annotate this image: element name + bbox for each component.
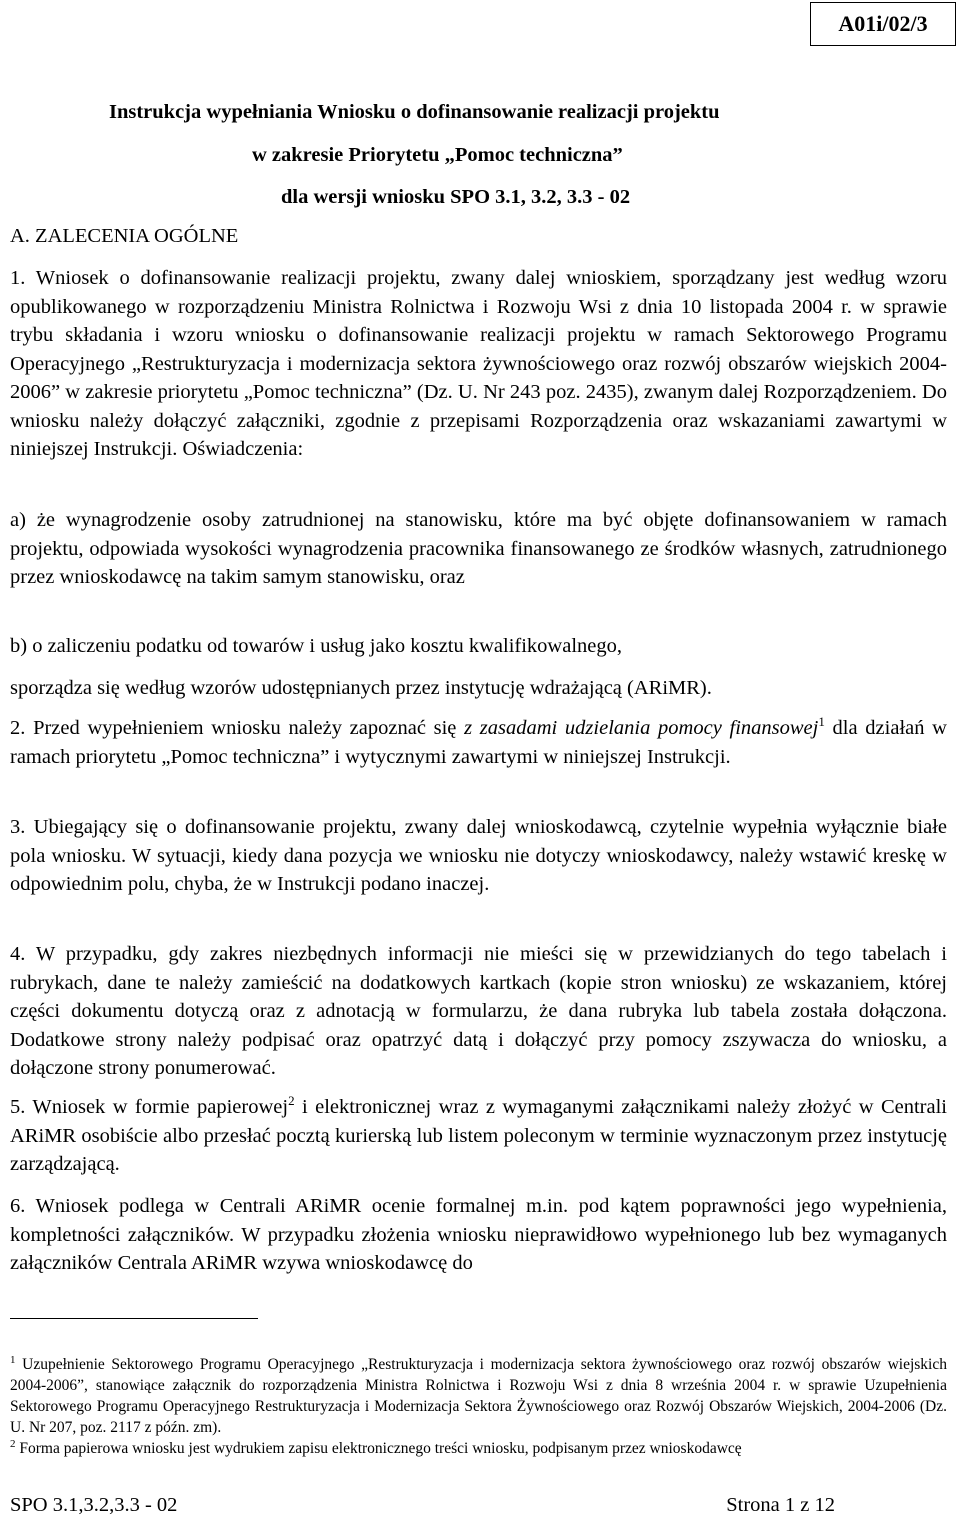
- paragraph-5: [10, 1093, 947, 1179]
- paragraph-6: [10, 1192, 947, 1278]
- footnote-2-number: 2: [10, 1437, 16, 1450]
- paragraph-5-start: 5. Wniosek w formie papierowej: [10, 1096, 289, 1118]
- paragraph-2: [10, 714, 947, 771]
- document-code-box: A01i/02/3: [810, 2, 956, 46]
- footnote-2: [10, 1438, 947, 1459]
- document-title-line-2: w zakresie Priorytetu „Pomoc techniczna”: [252, 144, 623, 166]
- paragraph-6-text: 6. Wniosek podlega w Centrali ARiMR ocenie formalnej m.in. pod kątem poprawności jego wypełnienia, kompletności załączników. W przypadku złożenia wniosku nieprawidłowo wypełnionego lub bez wymaganych załączników Centrala ARiMR wzywa wnioskodawcę do: [10, 1195, 947, 1274]
- paragraph-2-italic: z zasadami udzielania pomocy finansowej: [464, 717, 819, 739]
- paragraph-4-text: 4. W przypadku, gdy zakres niezbędnych informacji nie mieści się w przewidzianych do tego tabelach i rubrykach, dane te należy zamieścić na dodatkowych kartkach (kopie stron wniosku) ze wskazaniem, której części dokumentu dotyczą oraz z adnotacją w formularzu, że dana rubryka lub tabela została dołączona. Dodatkowe strony należy podpisać oraz opatrzyć datą i dołączyć przy pomocy zszywacza do wniosku, a dołączone strony ponumerować.: [10, 943, 947, 1079]
- footnotes: [10, 1354, 947, 1459]
- document-title-line-1: Instrukcja wypełniania Wniosku o dofinansowanie realizacji projektu: [109, 101, 720, 123]
- paragraph-b-text: b) o zaliczeniu podatku od towarów i usług jako kosztu kwalifikowalnego,: [10, 635, 623, 657]
- footnote-1-number: 1: [10, 1353, 16, 1366]
- paragraph-1: [10, 264, 947, 464]
- paragraph-3-text: 3. Ubiegający się o dofinansowanie projektu, zwany dalej wnioskodawcą, czytelnie wypełnia wyłącznie białe pola wniosku. W sytuacji, kiedy dana pozycja we wniosku nie dotyczy wnioskodawcy, należy wstawić kreskę w odpowiednim polu, chyba, że w Instrukcji podano inaczej.: [10, 816, 947, 895]
- footer-document-code: SPO 3.1,3.2,3.3 - 02: [10, 1494, 178, 1516]
- footnote-1-text: Uzupełnienie Sektorowego Programu Operacyjnego „Restrukturyzacja i modernizacja sektora żywnościowego oraz rozwój obszarów wiejskich 2004-2006”, stanowiące załącznik do rozporządzenia Ministra Rolnictwa i Rozwoju Wsi z dnia 8 września 2004 r. w sprawie Uzupełnienia Sektorowego Programu Operacyjnego Restrukturyzacja i Modernizacja Sektora Żywnościowego oraz Rozwój Obszarów Wiejskich, 2004-2006 (Dz. U. Nr 207, poz. 2117 z późn. zm).: [10, 1356, 947, 1436]
- footnote-2-text: Forma papierowa wniosku jest wydrukiem zapisu elektronicznego treści wniosku, podpisanym przez wnioskodawcę: [15, 1440, 742, 1457]
- paragraph-3: [10, 813, 947, 899]
- paragraph-1-text: 1. Wniosek o dofinansowanie realizacji projektu, zwany dalej wnioskiem, sporządzany jest według wzoru opublikowanego w rozporządzeniu Ministra Rolnictwa i Rozwoju Wsi z dnia 10 listopada 2004 r. w sprawie trybu składania i wzoru wniosku o dofinansowanie realizacji projektu w ramach Sektorowego Programu Operacyjnego „Restrukturyzacja i modernizacja sektora żywnościowego oraz rozwój obszarów wiejskich 2004-2006” w zakresie priorytetu „Pomoc techniczna” (Dz. U. Nr 243 poz. 2435), zwanym dalej Rozporządzeniem. Do wniosku należy dołączyć załączniki, zgodnie z przepisami Rozporządzenia oraz wskazaniami zawartymi w niniejszej Instrukcji. Oświadczenia:: [10, 267, 947, 460]
- paragraph-a: [10, 506, 947, 592]
- document-title-line-3: dla wersji wniosku SPO 3.1, 3.2, 3.3 - 02: [281, 186, 631, 208]
- footnote-ref-2[interactable]: 2: [288, 1093, 295, 1109]
- paragraph-closing: [10, 674, 947, 703]
- paragraph-closing-text: sporządza się według wzorów udostępnianych przez instytucję wdrażającą (ARiMR).: [10, 677, 712, 699]
- footnote-divider: [10, 1318, 258, 1319]
- paragraph-5-end: i elektronicznej wraz z wymaganymi załącznikami należy złożyć w Centrali ARiMR osobiście albo przesłać pocztą kurierską lub listem poleconym w terminie wyznaczonym przez instytucję zarządzającą.: [10, 1096, 947, 1175]
- paragraph-2-end: dla działań w ramach priorytetu „Pomoc techniczna” i wytycznymi zawartymi w niniejszej Instrukcji.: [10, 717, 947, 768]
- paragraph-b: [10, 632, 947, 661]
- footer-page-number: Strona 1 z 12: [726, 1494, 835, 1516]
- paragraph-4: [10, 940, 947, 1083]
- paragraph-2-start: 2. Przed wypełnieniem wniosku należy zapoznać się: [10, 717, 465, 739]
- paragraph-a-text: a) że wynagrodzenie osoby zatrudnionej na stanowisku, które ma być objęte dofinansowaniem w ramach projektu, odpowiada wysokości wynagrodzenia pracownika finansowanego ze środków własnych, zatrudnionego przez wnioskodawcę na takim samym stanowisku, oraz: [10, 509, 947, 588]
- section-heading: A. ZALECENIA OGÓLNE: [10, 225, 239, 247]
- footnote-1: [10, 1354, 947, 1438]
- footnote-ref-1[interactable]: 1: [818, 714, 825, 730]
